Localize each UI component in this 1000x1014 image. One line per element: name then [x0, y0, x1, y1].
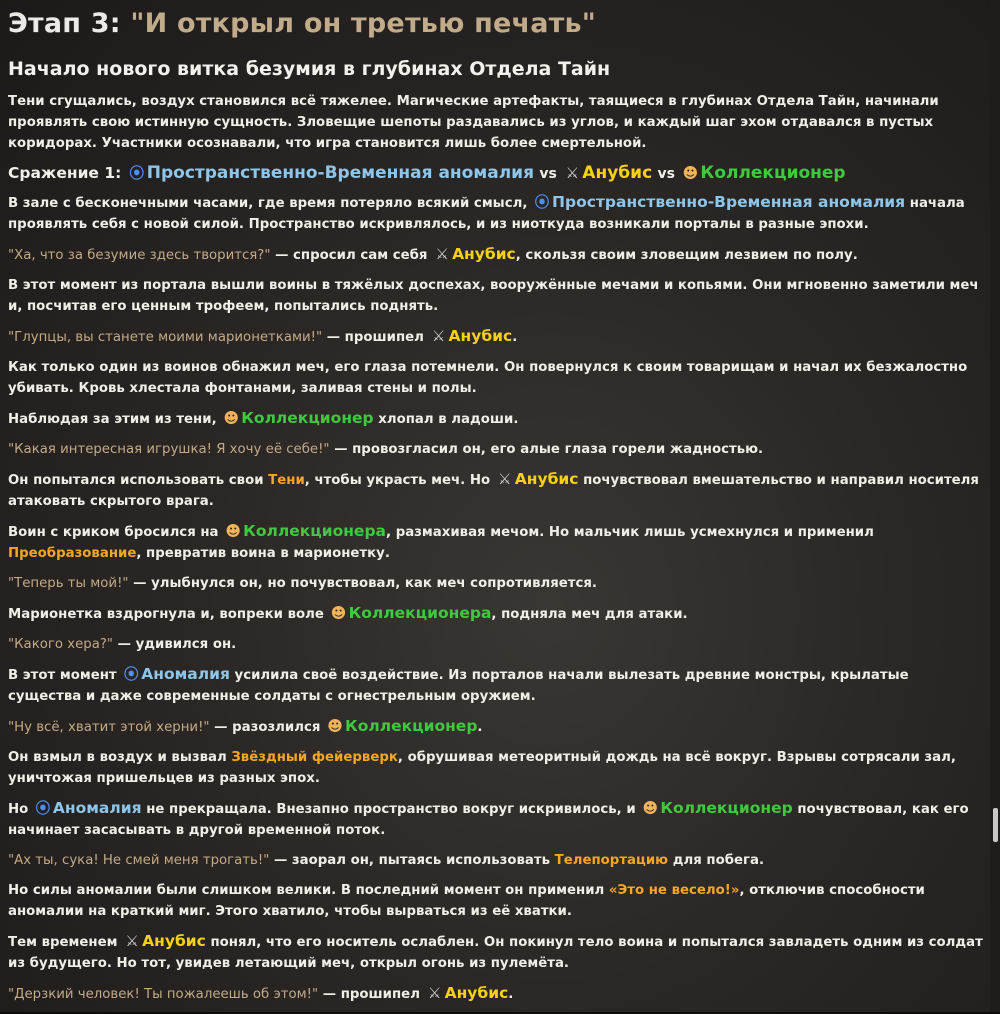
- paragraph-18: Но силы аномалии были слишком велики. В последний момент он применил «Это не весело!», отключив способности аномалии на краткий миг. Этого хватило, чтобы вырваться из её хватки.: [8, 883, 925, 919]
- crossed-swords-icon: ⚔: [498, 470, 512, 488]
- stage-label: Этап 3:: [8, 8, 121, 39]
- paragraph-1: В зале с бесконечными часами, где время потеряло всякий смысл, ⦿ Пространственно-Временная аномалия начала проявлять себя с новой силой. Пространство искривлялось, и из ниоткуда возникали порталы в разные эпохи.: [8, 193, 965, 232]
- blue-vortex-icon: ⦿: [129, 164, 145, 182]
- paragraph-20: "Дерзкий человек! Ты пожалеешь об этом!" — прошипел ⚔ Анубис.: [8, 984, 514, 1002]
- page-subtitle: Начало нового витка безумия в глубинах Отдела Тайн: [8, 58, 611, 80]
- blue-vortex-icon: ⦿: [123, 665, 139, 683]
- boy-face-icon: ☻: [682, 164, 699, 182]
- crossed-swords-icon: ⚔: [435, 245, 449, 263]
- paragraph-5: Как только один из воинов обнажил меч, его глаза потемнели. Он повернулся к своим товарищам и начал их безжалостно убивать. Кровь хлестала фонтанами, заливая стены и полы.: [8, 360, 968, 396]
- intro-paragraph: Тени сгущались, воздух становился всё тяжелее. Магические артефакты, таящиеся в глубинах Отдела Тайн, начинали проявлять свою истинную сущность. Зловещие шепоты раздавались из углов, и каждый шаг эхом отдавался в пустых коридорах. Участники осознавали, что игра становится лишь более смертельной.: [8, 94, 939, 151]
- crossed-swords-icon: ⚔: [431, 327, 446, 345]
- paragraph-9: Воин с криком бросился на ☻ Коллекционера, размахивая мечом. Но мальчик лишь усмехнулся и применил Преобразование, превратив воина в марионетку.: [8, 522, 874, 561]
- paragraph-7: "Какая интересная игрушка! Я хочу её себе!" — провозгласил он, его алые глаза горели жадностью.: [8, 442, 764, 457]
- paragraph-16: Но ⦿ Аномалия не прекращала. Внезапно пространство вокруг искривилось, и ☻ Коллекционер почувствовал, как его начинает засасывать в другой временной поток.: [8, 799, 969, 838]
- paragraph-12: "Какого хера?" — удивился он.: [8, 637, 237, 652]
- scrollbar-thumb[interactable]: [993, 808, 998, 842]
- paragraph-15: Он взмыл в воздух и вызвал Звёздный фейерверк, обрушивая метеоритный дождь на всё вокруг. Взрывы сотрясали зал, уничтожая пришельцев из разных эпох.: [8, 750, 956, 786]
- paragraph-10: "Теперь ты мой!" — улыбнулся он, но почувствовал, как меч сопротивляется.: [8, 576, 597, 591]
- battle-heading: Сражение 1: ⦿ Пространственно-Временная аномалия vs ⚔ Анубис vs ☻ Коллекционер: [8, 160, 984, 187]
- paragraph-19: Тем временем ⚔ Анубис понял, что его носитель ослаблен. Он покинул тело воина и попытался завладеть одним из солдат из будущего. Но тот, увидев летающий меч, открыл огонь из пулемёта.: [8, 932, 983, 971]
- crossed-swords-icon: ⚔: [125, 932, 139, 950]
- paragraph-11: Марионетка вздрогнула и, вопреки воле ☻ Коллекционера, подняла меч для атаки.: [8, 604, 688, 622]
- boy-face-icon: ☻: [225, 522, 241, 540]
- blue-vortex-icon: ⦿: [534, 193, 550, 211]
- blue-vortex-icon: ⦿: [35, 799, 51, 817]
- stage-quote: "И открыл он третью печать": [130, 8, 597, 39]
- paragraph-13: В этот момент ⦿ Аномалия усилила своё воздействие. Из порталов начали вылезать древние монстры, крылатые существа и даже современные солдаты с огнестрельным оружием.: [8, 665, 909, 704]
- boy-face-icon: ☻: [330, 604, 347, 622]
- paragraph-17: "Ах ты, сука! Не смей меня трогать!" — заорал он, пытаясь использовать Телепортацию для побега.: [8, 853, 764, 868]
- crossed-swords-icon: ⚔: [565, 164, 580, 182]
- paragraph-14: "Ну всё, хватит этой херни!" — разозлился ☻ Коллекционер.: [8, 717, 483, 735]
- crossed-swords-icon: ⚔: [427, 984, 442, 1002]
- boy-face-icon: ☻: [642, 799, 659, 817]
- paragraph-4: "Глупцы, вы станете моими марионетками!" — прошипел ⚔ Анубис.: [8, 327, 518, 345]
- vertical-scrollbar[interactable]: [990, 0, 1000, 1014]
- boy-face-icon: ☻: [223, 409, 240, 427]
- story-content: [8, 6, 984, 1005]
- paragraph-6: Наблюдая за этим из тени, ☻ Коллекционер хлопал в ладоши.: [8, 409, 519, 427]
- paragraph-8: Он попытался использовать свои Тени, чтобы украсть меч. Но ⚔ Анубис почувствовал вмешательство и направил носителя атаковать скрытого врага.: [8, 470, 979, 509]
- paragraph-3: В этот момент из портала вышли воины в тяжёлых доспехах, вооружённые мечами и копьями. Они мгновенно заметили меч и, посчитав его ценным трофеем, попытались поднять.: [8, 278, 979, 314]
- paragraph-2: "Ха, что за безумие здесь творится?" — спросил сам себя ⚔ Анубис, скользя своим зловещим лезвием по полу.: [8, 245, 858, 263]
- page-title: [8, 6, 984, 42]
- boy-face-icon: ☻: [327, 717, 343, 735]
